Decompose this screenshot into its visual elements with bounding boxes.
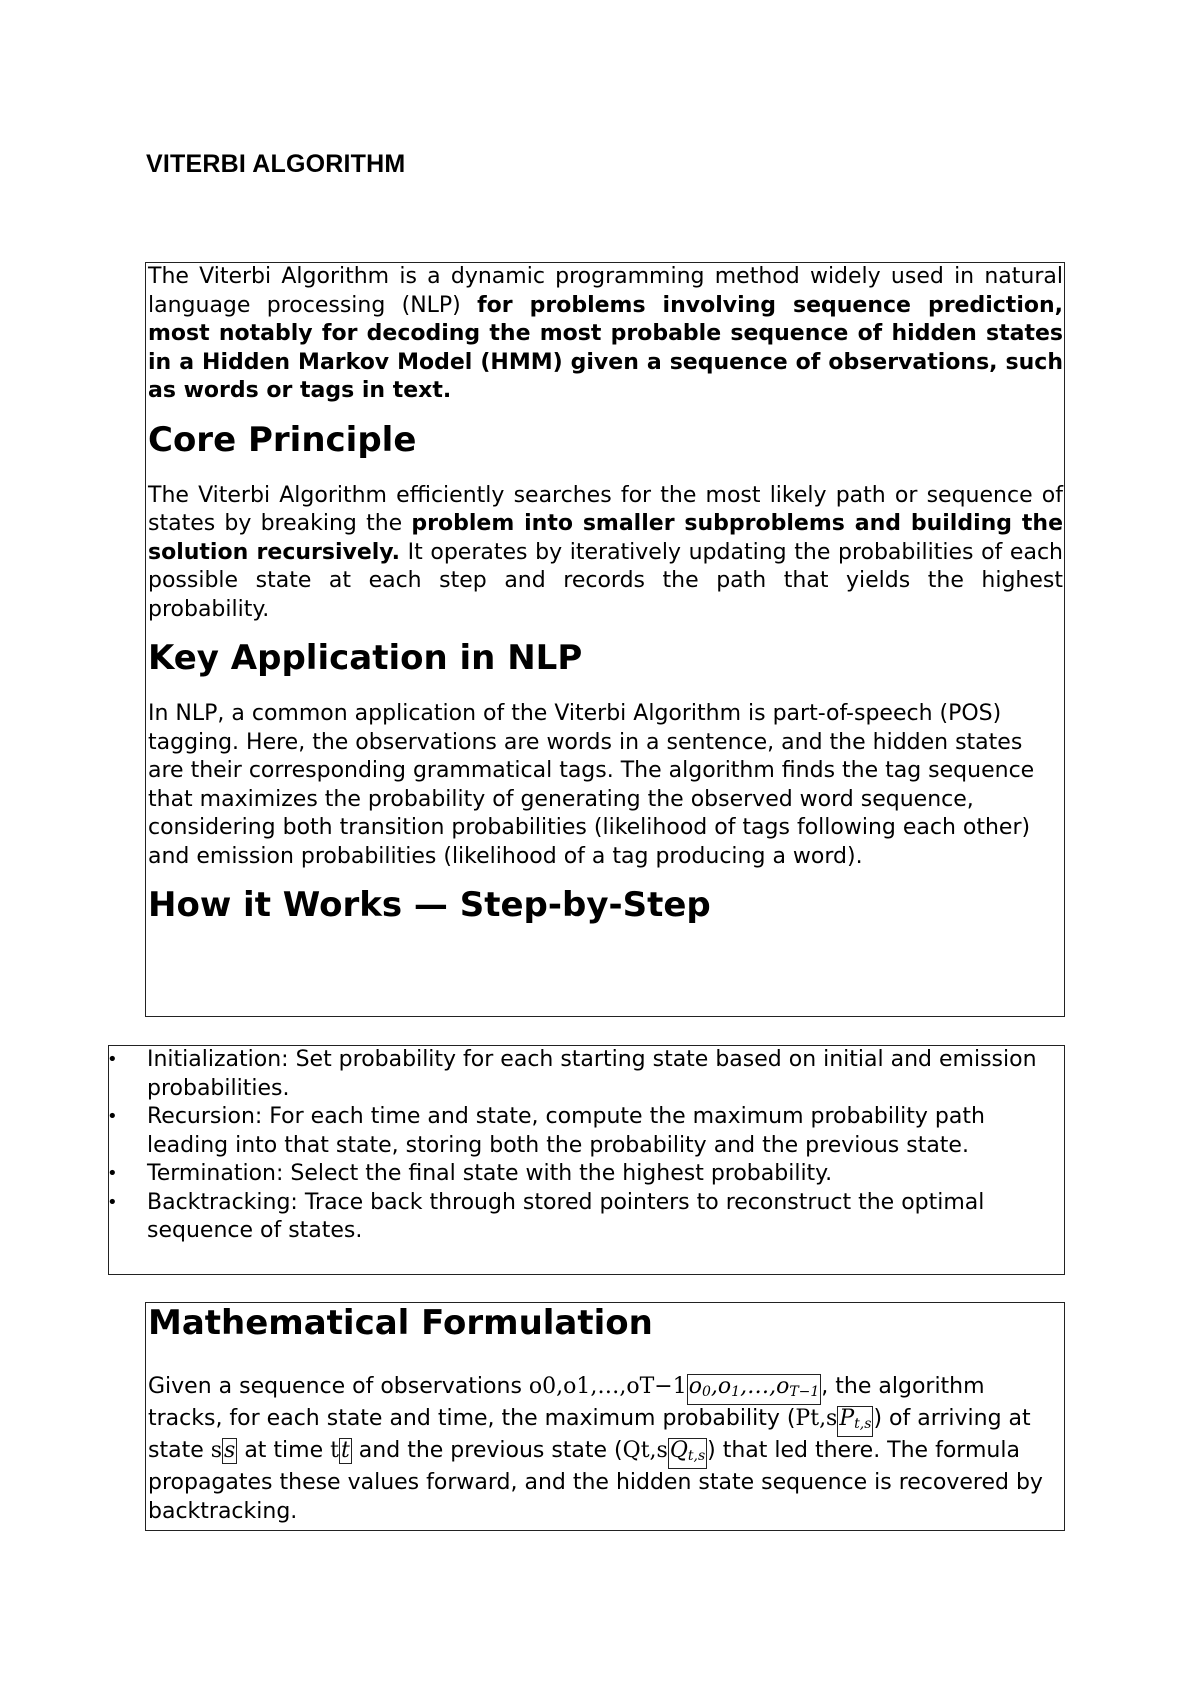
math-subscript: t,s [687,1448,706,1464]
core-principle-paragraph [148,482,1063,625]
overview-section [145,262,1065,1017]
math-text: Given a sequence of observations [148,1374,529,1399]
math-subscript: T−1 [789,1384,820,1400]
math-t-formula: t [340,1438,350,1463]
math-symbol: o [688,1374,702,1399]
list-item [109,1046,1064,1103]
intro-bold-text: for problems involving sequence prediction, most notably for decoding the most probable sequence of hidden states in a Hidden Markov Model (HMM) given a sequence of observations, such as words or tags in text. [148,292,1063,403]
math-symbol: ,o [710,1374,732,1399]
math-subscript: 0 [701,1384,711,1400]
document-title: VITERBI ALGORITHM [146,150,406,178]
math-observations-formula [687,1374,822,1405]
key-application-heading: Key Application in NLP [148,638,583,678]
math-subscript: t,s [854,1416,872,1432]
math-paragraph [148,1373,1063,1526]
math-text: ) that led there. The formula propagates these values forward, and the hidden state sequence is recovered by backtracking. [148,1438,1043,1524]
intro-paragraph [148,263,1063,406]
math-symbol: P [839,1406,855,1431]
math-p-plain: Pt,s [795,1406,838,1431]
list-item [109,1189,1064,1246]
bullet-icon: • [107,1049,118,1070]
math-p-formula [837,1406,873,1437]
math-symbol: Q [669,1438,688,1463]
steps-list [109,1046,1064,1246]
math-text: at time [237,1438,331,1463]
steps-section [108,1045,1065,1275]
math-section [145,1302,1065,1531]
list-item [109,1103,1064,1160]
math-text: and the previous state ( [351,1438,623,1463]
core-principle-heading: Core Principle [148,419,417,460]
math-s-formula: s [224,1438,236,1463]
math-symbol: ,…,o [740,1374,790,1399]
list-item [109,1160,1064,1189]
key-application-paragraph: In NLP, a common application of the Viterbi Algorithm is part-of-speech (POS) tagging. Here, the observations are words in a sentence, and the hidden states are their corresponding grammatical tags. The algorithm finds the tag sequence that maximizes the probability of generating the observed word sequence, considering both transition probabilities (likelihood of tags following each other) and emission probabilities (likelihood of a tag producing a word). [148,701,1035,869]
math-s-plain: s [210,1438,223,1463]
step-text: Initialization: Set probability for each starting state based on initial and emission probabilities. [147,1047,1037,1101]
core-text-2: It operates by iteratively updating the probabilities of each possible state at each step and records the path that yields the highest probability. [148,539,1063,622]
bullet-icon: • [107,1163,118,1184]
step-text: Recursion: For each time and state, compute the maximum probability path leading into that state, storing both the probability and the previous state. [147,1104,985,1158]
math-text: , the algorithm tracks, for each state and time, the maximum probability ( [148,1374,985,1431]
step-text: Termination: Select the final state with the highest probability. [147,1161,833,1186]
math-heading: Mathematical Formulation [148,1303,653,1343]
math-t-plain: t [330,1438,339,1463]
intro-text: The Viterbi Algorithm is a dynamic programming method widely used in natural language processing (NLP) [148,264,1063,318]
bullet-icon: • [107,1191,118,1213]
math-observations-plain: o0,o1,…,oT−1 [528,1374,687,1399]
math-q-plain: Qt,s [622,1438,668,1463]
bullet-icon: • [107,1106,118,1127]
how-it-works-heading: How it Works — Step-by-Step [148,885,711,925]
core-bold-text: problem into smaller subproblems and building the solution recursively. [148,511,1064,565]
core-text-1: The Viterbi Algorithm efficiently searches for the most likely path or sequence of states by breaking the [148,482,1063,536]
step-text: Backtracking: Trace back through stored pointers to reconstruct the optimal sequence of states. [147,1189,985,1243]
math-text: ) of arriving at state [148,1406,1031,1463]
math-q-formula [668,1438,707,1469]
math-subscript: 1 [731,1384,741,1400]
